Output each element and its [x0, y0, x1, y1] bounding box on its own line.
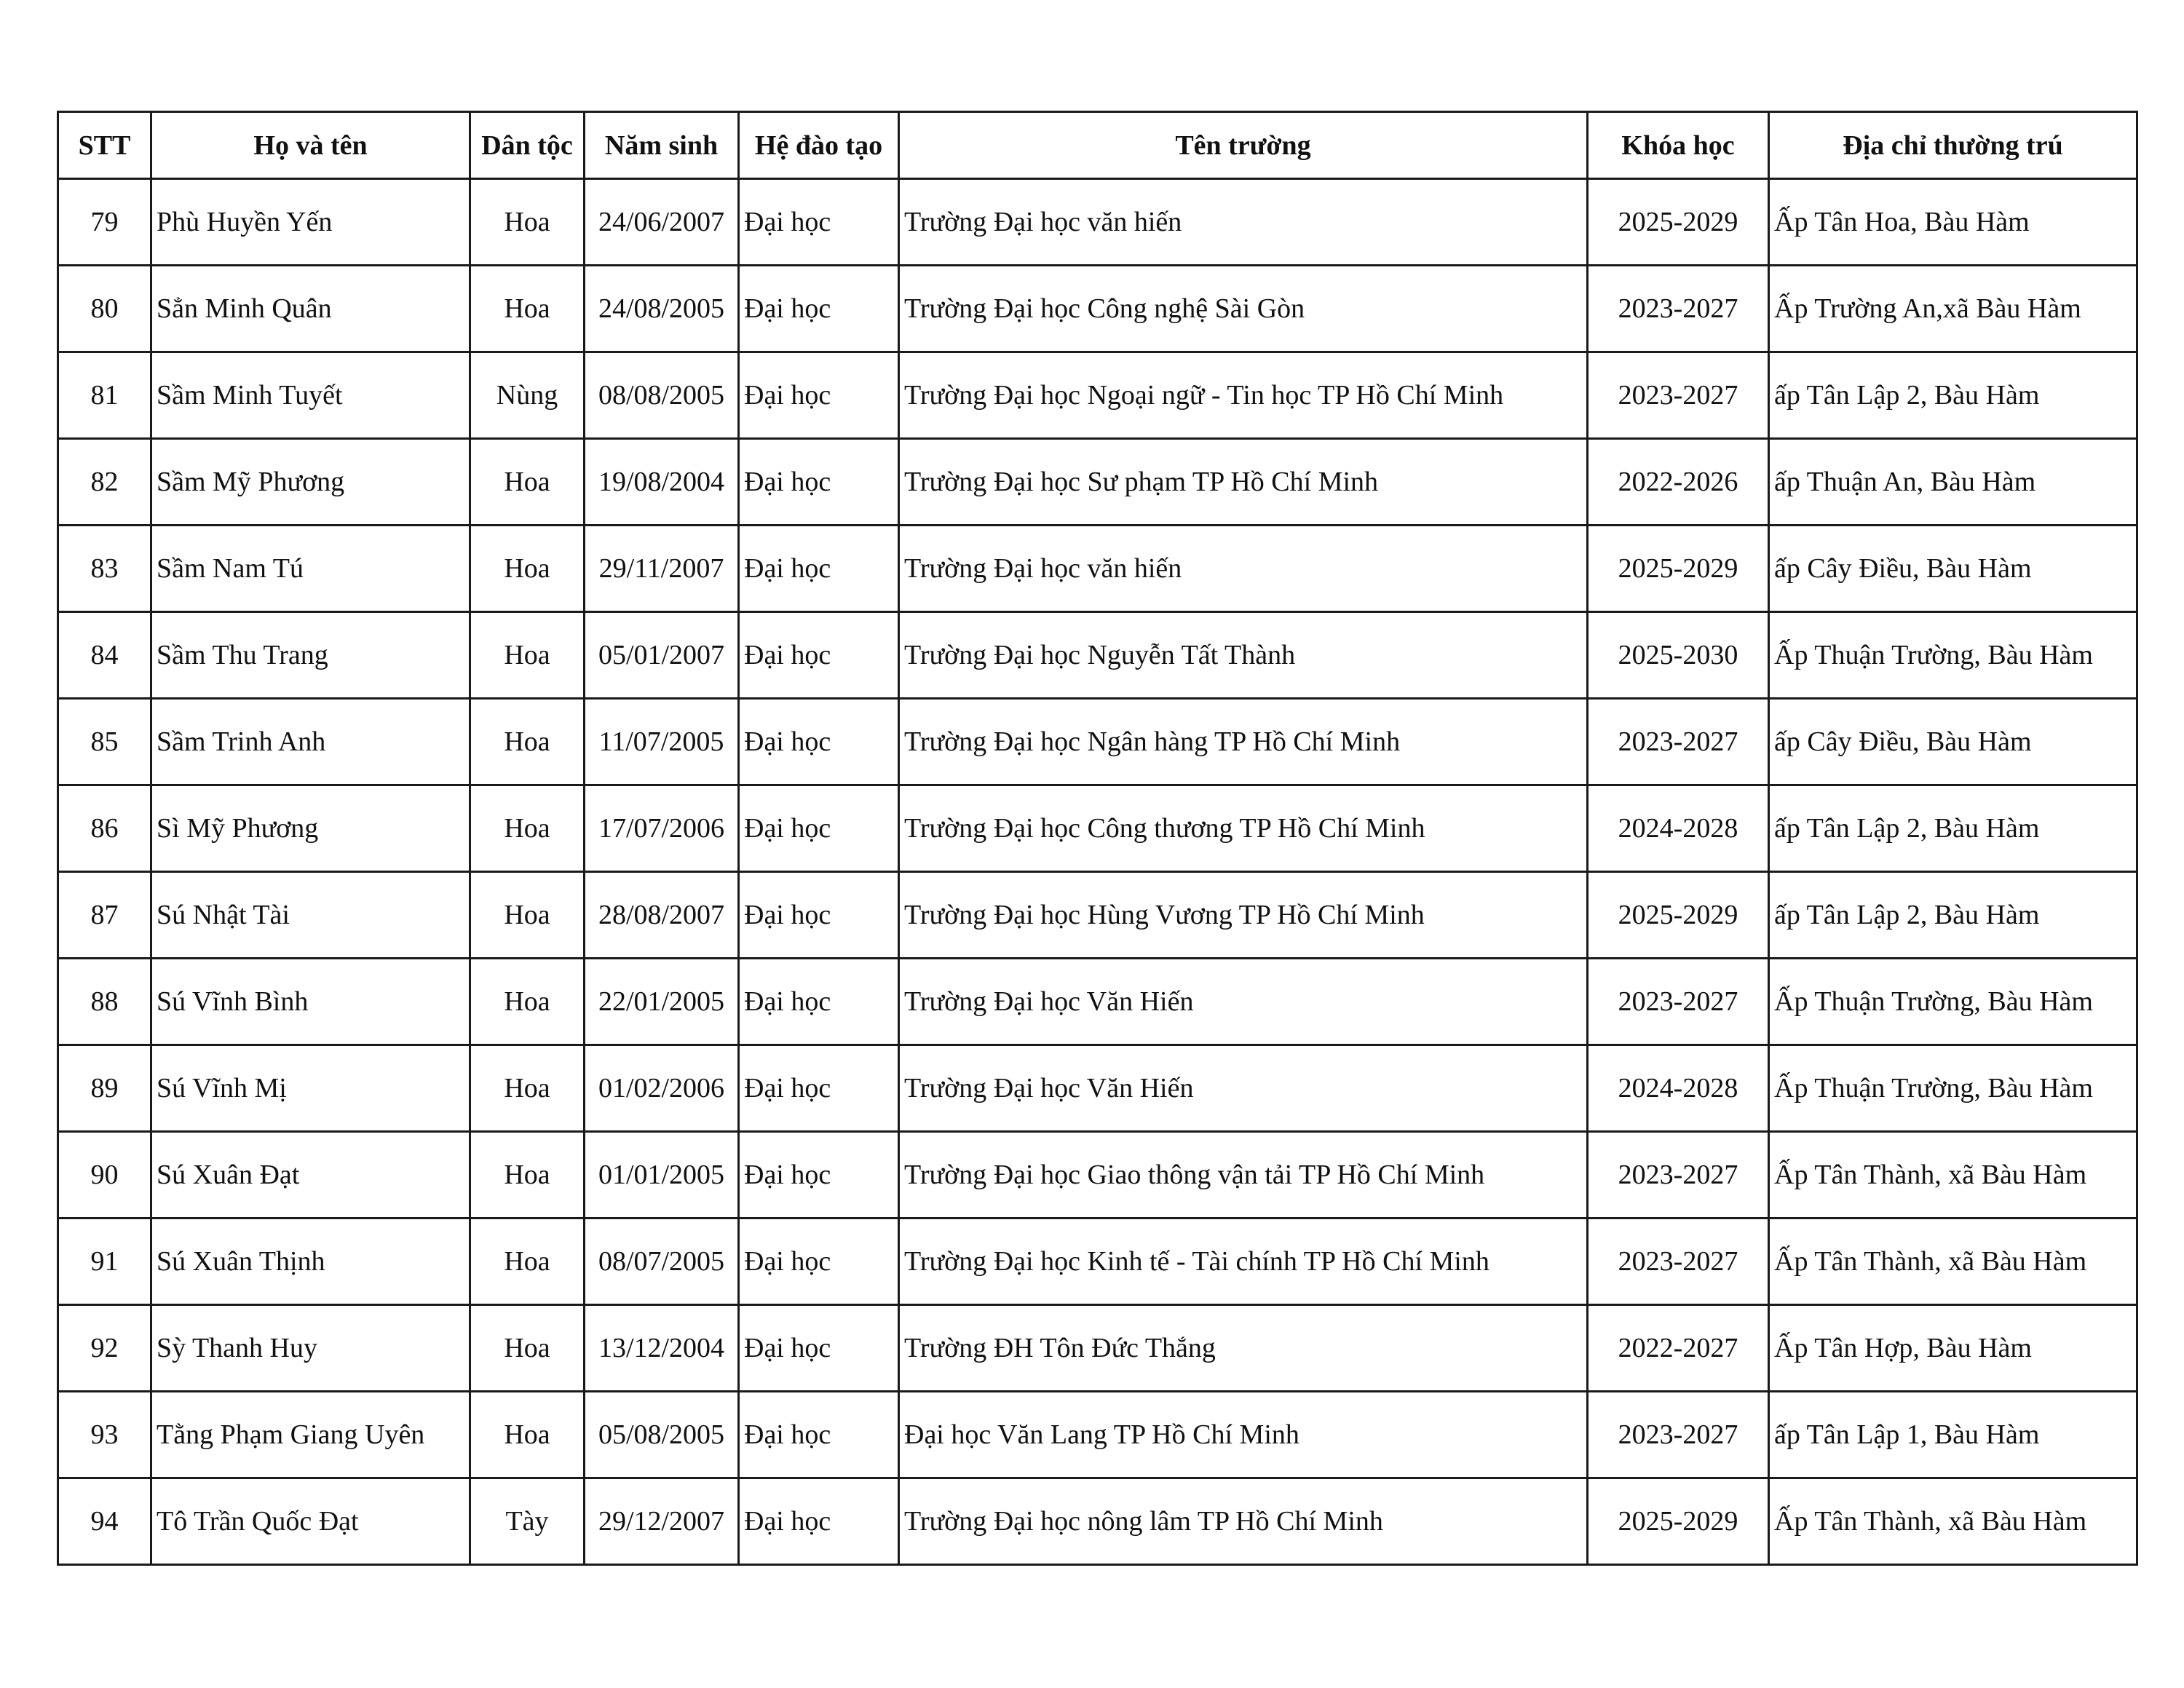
cell-address: Ấp Thuận Trường, Bàu Hàm — [1769, 1045, 2137, 1132]
table-row — [58, 179, 2137, 266]
cell-course: 2023-2027 — [1588, 352, 1769, 439]
table-row — [58, 1132, 2137, 1219]
cell-course: 2023-2027 — [1588, 1219, 1769, 1305]
cell-course: 2025-2029 — [1588, 1478, 1769, 1565]
cell-level: Đại học — [739, 699, 899, 785]
cell-ethnicity: Hoa — [470, 266, 585, 352]
cell-stt: 81 — [58, 352, 151, 439]
cell-dob: 29/11/2007 — [585, 526, 739, 612]
table-row — [58, 266, 2137, 352]
header-dob: Năm sinh — [585, 112, 739, 179]
cell-dob: 11/07/2005 — [585, 699, 739, 785]
cell-address: ấp Tân Lập 1, Bàu Hàm — [1769, 1392, 2137, 1478]
header-ethnicity: Dân tộc — [470, 112, 585, 179]
cell-course: 2023-2027 — [1588, 1392, 1769, 1478]
cell-school: Trường Đại học Ngân hàng TP Hồ Chí Minh — [899, 699, 1588, 785]
cell-level: Đại học — [739, 352, 899, 439]
cell-address: ấp Tân Lập 2, Bàu Hàm — [1769, 872, 2137, 959]
cell-name: Sầm Minh Tuyết — [151, 352, 470, 439]
cell-course: 2025-2029 — [1588, 179, 1769, 266]
cell-stt: 94 — [58, 1478, 151, 1565]
cell-level: Đại học — [739, 179, 899, 266]
cell-address: Ấp Tân Hoa, Bàu Hàm — [1769, 179, 2137, 266]
cell-stt: 83 — [58, 526, 151, 612]
cell-dob: 29/12/2007 — [585, 1478, 739, 1565]
cell-ethnicity: Hoa — [470, 1392, 585, 1478]
cell-address: ấp Cây Điều, Bàu Hàm — [1769, 526, 2137, 612]
cell-ethnicity: Tày — [470, 1478, 585, 1565]
cell-stt: 88 — [58, 959, 151, 1045]
cell-address: ấp Thuận An, Bàu Hàm — [1769, 439, 2137, 526]
cell-ethnicity: Hoa — [470, 785, 585, 872]
cell-school: Trường Đại học Văn Hiến — [899, 959, 1588, 1045]
cell-level: Đại học — [739, 785, 899, 872]
cell-ethnicity: Hoa — [470, 612, 585, 699]
cell-dob: 19/08/2004 — [585, 439, 739, 526]
cell-stt: 86 — [58, 785, 151, 872]
cell-course: 2022-2027 — [1588, 1305, 1769, 1392]
table-row — [58, 1045, 2137, 1132]
cell-school: Trường Đại học Giao thông vận tải TP Hồ Chí Minh — [899, 1132, 1588, 1219]
cell-dob: 01/01/2005 — [585, 1132, 739, 1219]
table-row — [58, 785, 2137, 872]
cell-course: 2023-2027 — [1588, 699, 1769, 785]
cell-course: 2023-2027 — [1588, 959, 1769, 1045]
cell-dob: 17/07/2006 — [585, 785, 739, 872]
table-row — [58, 1305, 2137, 1392]
table-row — [58, 439, 2137, 526]
cell-course: 2024-2028 — [1588, 1045, 1769, 1132]
cell-level: Đại học — [739, 526, 899, 612]
cell-stt: 92 — [58, 1305, 151, 1392]
cell-dob: 01/02/2006 — [585, 1045, 739, 1132]
cell-course: 2024-2028 — [1588, 785, 1769, 872]
cell-stt: 91 — [58, 1219, 151, 1305]
cell-stt: 79 — [58, 179, 151, 266]
table-row — [58, 959, 2137, 1045]
cell-school: Trường Đại học Ngoại ngữ - Tin học TP Hồ Chí Minh — [899, 352, 1588, 439]
cell-ethnicity: Hoa — [470, 872, 585, 959]
cell-level: Đại học — [739, 1132, 899, 1219]
cell-stt: 90 — [58, 1132, 151, 1219]
cell-name: Tô Trần Quốc Đạt — [151, 1478, 470, 1565]
cell-school: Trường Đại học Nguyễn Tất Thành — [899, 612, 1588, 699]
cell-dob: 28/08/2007 — [585, 872, 739, 959]
cell-dob: 24/06/2007 — [585, 179, 739, 266]
header-address: Địa chỉ thường trú — [1769, 112, 2137, 179]
cell-stt: 85 — [58, 699, 151, 785]
cell-name: Sầm Thu Trang — [151, 612, 470, 699]
cell-school: Trường Đại học văn hiến — [899, 526, 1588, 612]
cell-address: Ấp Trường An,xã Bàu Hàm — [1769, 266, 2137, 352]
cell-name: Tằng Phạm Giang Uyên — [151, 1392, 470, 1478]
cell-level: Đại học — [739, 612, 899, 699]
cell-address: Ấp Thuận Trường, Bàu Hàm — [1769, 612, 2137, 699]
cell-level: Đại học — [739, 1478, 899, 1565]
table-row — [58, 612, 2137, 699]
cell-school: Trường ĐH Tôn Đức Thắng — [899, 1305, 1588, 1392]
cell-name: Sẳn Minh Quân — [151, 266, 470, 352]
cell-level: Đại học — [739, 959, 899, 1045]
cell-stt: 89 — [58, 1045, 151, 1132]
header-level: Hệ đào tạo — [739, 112, 899, 179]
cell-stt: 82 — [58, 439, 151, 526]
cell-address: Ấp Thuận Trường, Bàu Hàm — [1769, 959, 2137, 1045]
cell-dob: 22/01/2005 — [585, 959, 739, 1045]
cell-ethnicity: Hoa — [470, 179, 585, 266]
header-name: Họ và tên — [151, 112, 470, 179]
cell-school: Trường Đại học Công nghệ Sài Gòn — [899, 266, 1588, 352]
cell-course: 2025-2029 — [1588, 872, 1769, 959]
cell-level: Đại học — [739, 1305, 899, 1392]
cell-address: Ấp Tân Thành, xã Bàu Hàm — [1769, 1219, 2137, 1305]
cell-name: Sú Vĩnh Bình — [151, 959, 470, 1045]
cell-level: Đại học — [739, 439, 899, 526]
cell-dob: 08/07/2005 — [585, 1219, 739, 1305]
cell-school: Trường Đại học Văn Hiến — [899, 1045, 1588, 1132]
table-row — [58, 526, 2137, 612]
header-row — [58, 112, 2137, 179]
cell-school: Đại học Văn Lang TP Hồ Chí Minh — [899, 1392, 1588, 1478]
cell-name: Phù Huyền Yến — [151, 179, 470, 266]
cell-name: Sầm Trinh Anh — [151, 699, 470, 785]
table-row — [58, 1478, 2137, 1565]
cell-address: ấp Tân Lập 2, Bàu Hàm — [1769, 352, 2137, 439]
table-header — [58, 112, 2137, 179]
cell-level: Đại học — [739, 1045, 899, 1132]
cell-dob: 24/08/2005 — [585, 266, 739, 352]
cell-school: Trường Đại học nông lâm TP Hồ Chí Minh — [899, 1478, 1588, 1565]
cell-school: Trường Đại học văn hiến — [899, 179, 1588, 266]
cell-name: Sú Vĩnh Mị — [151, 1045, 470, 1132]
cell-level: Đại học — [739, 266, 899, 352]
cell-level: Đại học — [739, 1219, 899, 1305]
cell-school: Trường Đại học Công thương TP Hồ Chí Minh — [899, 785, 1588, 872]
cell-ethnicity: Hoa — [470, 1045, 585, 1132]
cell-name: Sú Nhật Tài — [151, 872, 470, 959]
cell-name: Sỳ Thanh Huy — [151, 1305, 470, 1392]
cell-course: 2022-2026 — [1588, 439, 1769, 526]
cell-course: 2023-2027 — [1588, 1132, 1769, 1219]
table-row — [58, 872, 2137, 959]
cell-stt: 87 — [58, 872, 151, 959]
header-course: Khóa học — [1588, 112, 1769, 179]
header-stt: STT — [58, 112, 151, 179]
table-row — [58, 1219, 2137, 1305]
cell-name: Sú Xuân Thịnh — [151, 1219, 470, 1305]
header-school: Tên trường — [899, 112, 1588, 179]
cell-ethnicity: Hoa — [470, 1132, 585, 1219]
cell-ethnicity: Hoa — [470, 1219, 585, 1305]
cell-address: Ấp Tân Hợp, Bàu Hàm — [1769, 1305, 2137, 1392]
cell-ethnicity: Nùng — [470, 352, 585, 439]
cell-address: Ấp Tân Thành, xã Bàu Hàm — [1769, 1478, 2137, 1565]
cell-school: Trường Đại học Hùng Vương TP Hồ Chí Minh — [899, 872, 1588, 959]
cell-dob: 05/01/2007 — [585, 612, 739, 699]
cell-dob: 05/08/2005 — [585, 1392, 739, 1478]
cell-course: 2023-2027 — [1588, 266, 1769, 352]
cell-school: Trường Đại học Sư phạm TP Hồ Chí Minh — [899, 439, 1588, 526]
cell-name: Sú Xuân Đạt — [151, 1132, 470, 1219]
cell-level: Đại học — [739, 1392, 899, 1478]
table-row — [58, 1392, 2137, 1478]
cell-address: ấp Tân Lập 2, Bàu Hàm — [1769, 785, 2137, 872]
cell-ethnicity: Hoa — [470, 526, 585, 612]
cell-name: Sầm Nam Tú — [151, 526, 470, 612]
cell-course: 2025-2029 — [1588, 526, 1769, 612]
cell-name: Sầm Mỹ Phương — [151, 439, 470, 526]
cell-dob: 08/08/2005 — [585, 352, 739, 439]
table-row — [58, 352, 2137, 439]
cell-level: Đại học — [739, 872, 899, 959]
cell-course: 2025-2030 — [1588, 612, 1769, 699]
cell-name: Sì Mỹ Phương — [151, 785, 470, 872]
cell-address: ấp Cây Điều, Bàu Hàm — [1769, 699, 2137, 785]
cell-school: Trường Đại học Kinh tế - Tài chính TP Hồ Chí Minh — [899, 1219, 1588, 1305]
cell-ethnicity: Hoa — [470, 959, 585, 1045]
cell-stt: 93 — [58, 1392, 151, 1478]
cell-address: Ấp Tân Thành, xã Bàu Hàm — [1769, 1132, 2137, 1219]
cell-ethnicity: Hoa — [470, 1305, 585, 1392]
student-table — [57, 111, 2138, 1566]
table-body — [58, 179, 2137, 1565]
cell-dob: 13/12/2004 — [585, 1305, 739, 1392]
cell-ethnicity: Hoa — [470, 699, 585, 785]
table-row — [58, 699, 2137, 785]
cell-stt: 80 — [58, 266, 151, 352]
cell-ethnicity: Hoa — [470, 439, 585, 526]
cell-stt: 84 — [58, 612, 151, 699]
